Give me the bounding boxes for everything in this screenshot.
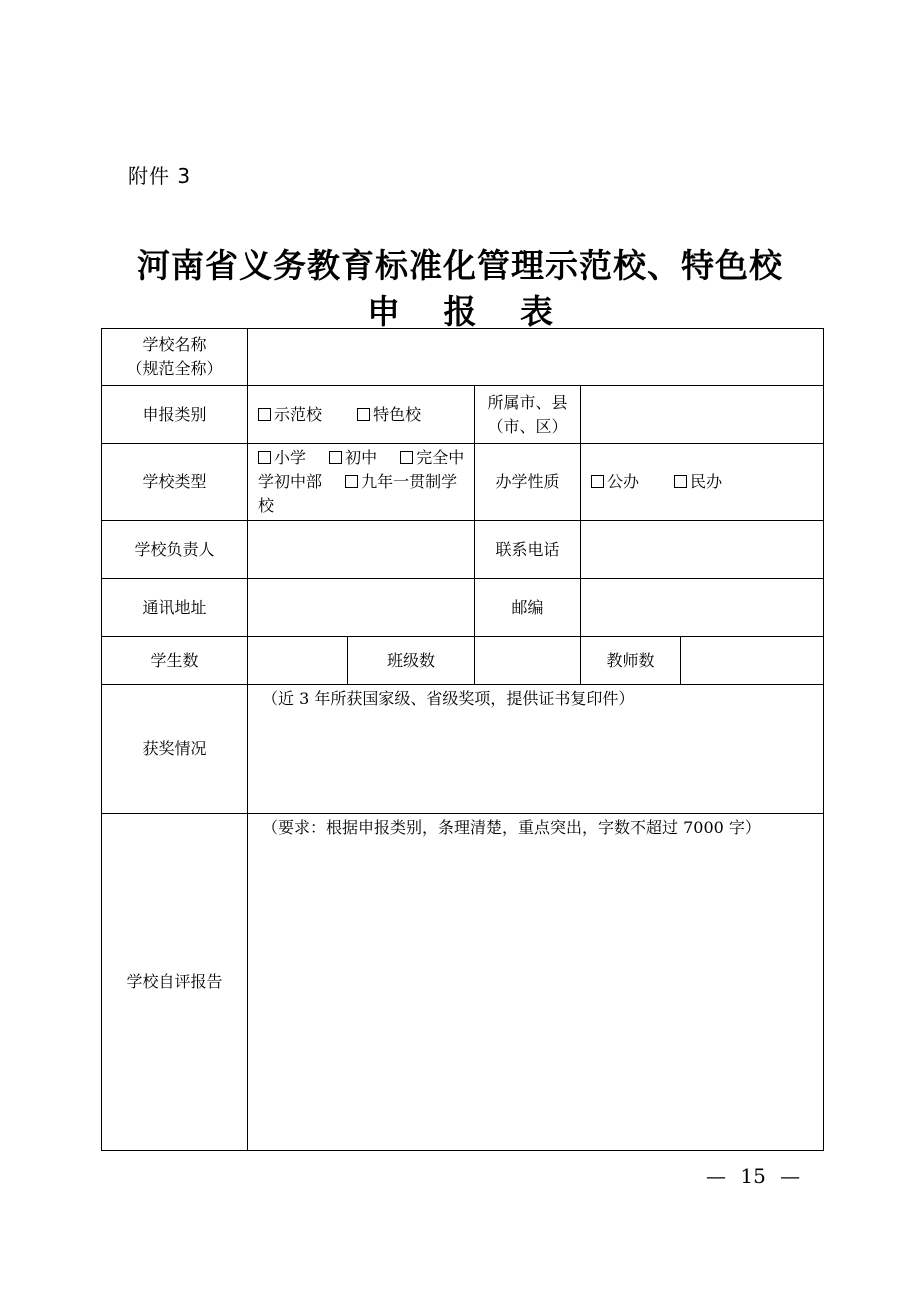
self-report-note: （要求：根据申报类别，条理清楚，重点突出，字数不超过 7000 字） [262, 818, 761, 837]
application-form-table [101, 328, 824, 1151]
nature-options [581, 444, 824, 521]
address-label: 通讯地址 [102, 579, 248, 637]
address-field[interactable] [248, 579, 475, 637]
row-school-name [102, 329, 824, 386]
awards-label: 获奖情况 [102, 685, 248, 814]
school-name-field[interactable] [248, 329, 824, 386]
row-school-type [102, 444, 824, 521]
self-report-label: 学校自评报告 [102, 814, 248, 1151]
principal-field[interactable] [248, 521, 475, 579]
classes-label: 班级数 [348, 637, 475, 685]
type-option-complete[interactable]: 完全中学初中部 [258, 448, 465, 491]
row-awards [102, 685, 824, 814]
school-type-options [248, 444, 475, 521]
phone-field[interactable] [581, 521, 824, 579]
checkbox-icon [345, 475, 358, 488]
form-title-line1: 河南省义务教育标准化管理示范校、特色校 [137, 246, 783, 285]
category-label: 申报类别 [102, 386, 248, 444]
phone-label: 联系电话 [475, 521, 581, 579]
teachers-label: 教师数 [581, 637, 681, 685]
postcode-field[interactable] [581, 579, 824, 637]
checkbox-icon [329, 451, 342, 464]
row-address [102, 579, 824, 637]
category-option-characteristic[interactable]: 特色校 [357, 403, 421, 427]
type-option-junior[interactable]: 初中 [329, 448, 377, 467]
page-number: — 15 — [706, 1164, 801, 1188]
type-option-primary[interactable]: 小学 [258, 448, 306, 467]
checkbox-icon [258, 451, 271, 464]
students-field[interactable] [248, 637, 348, 685]
category-options [248, 386, 475, 444]
form-title-line2: 申 报 表 [367, 292, 553, 331]
self-report-field[interactable] [248, 814, 824, 1151]
awards-field[interactable] [248, 685, 824, 814]
school-name-label: 学校名称 （规范全称） [102, 329, 248, 386]
classes-field[interactable] [475, 637, 581, 685]
students-label: 学生数 [102, 637, 248, 685]
row-category [102, 386, 824, 444]
city-field[interactable] [581, 386, 824, 444]
row-counts [102, 637, 824, 685]
row-principal [102, 521, 824, 579]
principal-label: 学校负责人 [102, 521, 248, 579]
checkbox-icon [591, 475, 604, 488]
city-label: 所属市、县 （市、区） [475, 386, 581, 444]
checkbox-icon [258, 408, 271, 421]
awards-note: （近 3 年所获国家级、省级奖项，提供证书复印件） [262, 689, 635, 708]
checkbox-icon [674, 475, 687, 488]
attachment-label: 附件 3 [128, 164, 192, 188]
nature-label: 办学性质 [475, 444, 581, 521]
school-type-label: 学校类型 [102, 444, 248, 521]
postcode-label: 邮编 [475, 579, 581, 637]
category-option-demonstration[interactable]: 示范校 [258, 403, 322, 427]
nature-option-public[interactable]: 公办 [591, 470, 639, 494]
nature-option-private[interactable]: 民办 [674, 470, 722, 494]
teachers-field[interactable] [681, 637, 824, 685]
row-self-report [102, 814, 824, 1151]
checkbox-icon [400, 451, 413, 464]
type-option-nine-year[interactable]: 九年一贯制学校 [258, 472, 458, 515]
checkbox-icon [357, 408, 370, 421]
